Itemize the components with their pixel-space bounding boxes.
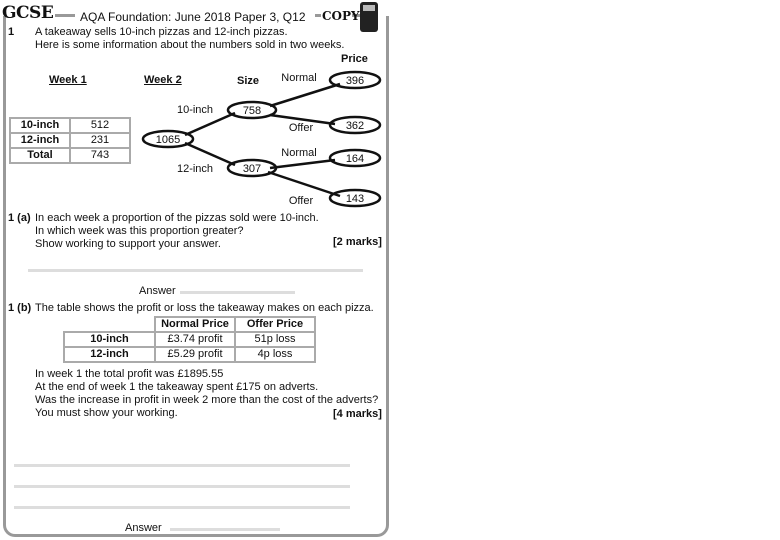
- question-text: A takeaway sells 10-inch pizzas and 12-inch pizzas.: [35, 26, 288, 38]
- node-label: 307: [242, 163, 262, 175]
- week2-heading: Week 2: [144, 74, 182, 86]
- question-text: In which week was this proportion greater?: [35, 225, 244, 237]
- node-label: 758: [242, 105, 262, 117]
- answer-label: Answer: [139, 285, 176, 297]
- cell: 743: [70, 148, 130, 163]
- row-label: 10-inch: [10, 118, 70, 133]
- column-header: Normal Price: [155, 317, 235, 332]
- row-label: 12-inch: [64, 347, 155, 362]
- row-label: 12-inch: [10, 133, 70, 148]
- answer-label: Answer: [125, 522, 162, 534]
- working-line[interactable]: [14, 506, 350, 509]
- node-label: 1065: [155, 134, 181, 146]
- working-line[interactable]: [28, 269, 363, 272]
- page-title: AQA Foundation: June 2018 Paper 3, Q12: [80, 10, 306, 24]
- table-row: [64, 332, 315, 347]
- node-label: 164: [345, 153, 365, 165]
- row-label: Total: [10, 148, 70, 163]
- branch-label: Offer: [288, 195, 314, 207]
- gcse-logo: GCSE: [2, 3, 54, 23]
- question-number: 1 (a): [8, 212, 31, 224]
- marks: [4 marks]: [333, 408, 382, 420]
- copy-label: COPY: [322, 9, 360, 23]
- column-header: Offer Price: [235, 317, 315, 332]
- answer-line[interactable]: [170, 528, 280, 531]
- price-heading: Price: [341, 53, 368, 65]
- cell: 51p loss: [235, 332, 315, 347]
- question-text: At the end of week 1 the takeaway spent £175 on adverts.: [35, 381, 319, 393]
- table-header-row: [64, 317, 315, 332]
- cell: £5.29 profit: [155, 347, 235, 362]
- answer-line[interactable]: [180, 291, 295, 294]
- tree-diagram: [0, 0, 390, 215]
- cell: 231: [70, 133, 130, 148]
- working-line[interactable]: [14, 464, 350, 467]
- branch-label: Normal: [281, 147, 317, 159]
- size-heading: Size: [237, 75, 260, 87]
- question-number: 1: [8, 26, 15, 38]
- branch-label: 10-inch: [176, 104, 214, 116]
- branch-label: Normal: [281, 72, 317, 84]
- branch-label: 12-inch: [176, 163, 214, 175]
- marks: [2 marks]: [333, 236, 382, 248]
- question-text: Show working to support your answer.: [35, 238, 221, 250]
- cell: £3.74 profit: [155, 332, 235, 347]
- question-text: Here is some information about the numbers sold in two weeks.: [35, 39, 345, 51]
- node-label: 396: [345, 75, 365, 87]
- working-line[interactable]: [14, 485, 350, 488]
- cell: 4p loss: [235, 347, 315, 362]
- question-number: 1 (b): [8, 302, 32, 314]
- question-text: In each week a proportion of the pizzas sold were 10-inch.: [35, 212, 319, 224]
- row-label: 10-inch: [64, 332, 155, 347]
- empty-cell: [64, 317, 155, 332]
- branch-label: Offer: [288, 122, 314, 134]
- question-text: You must show your working.: [35, 407, 178, 419]
- question-text: In week 1 the total profit was £1895.55: [35, 368, 224, 380]
- profit-table: [63, 316, 316, 363]
- question-text: The table shows the profit or loss the takeaway makes on each pizza.: [35, 302, 374, 314]
- week1-heading: Week 1: [49, 74, 87, 86]
- question-text: Was the increase in profit in week 2 more than the cost of the adverts?: [35, 394, 379, 406]
- node-label: 143: [345, 193, 365, 205]
- node-label: 362: [345, 120, 365, 132]
- cell: 512: [70, 118, 130, 133]
- table-row: [64, 347, 315, 362]
